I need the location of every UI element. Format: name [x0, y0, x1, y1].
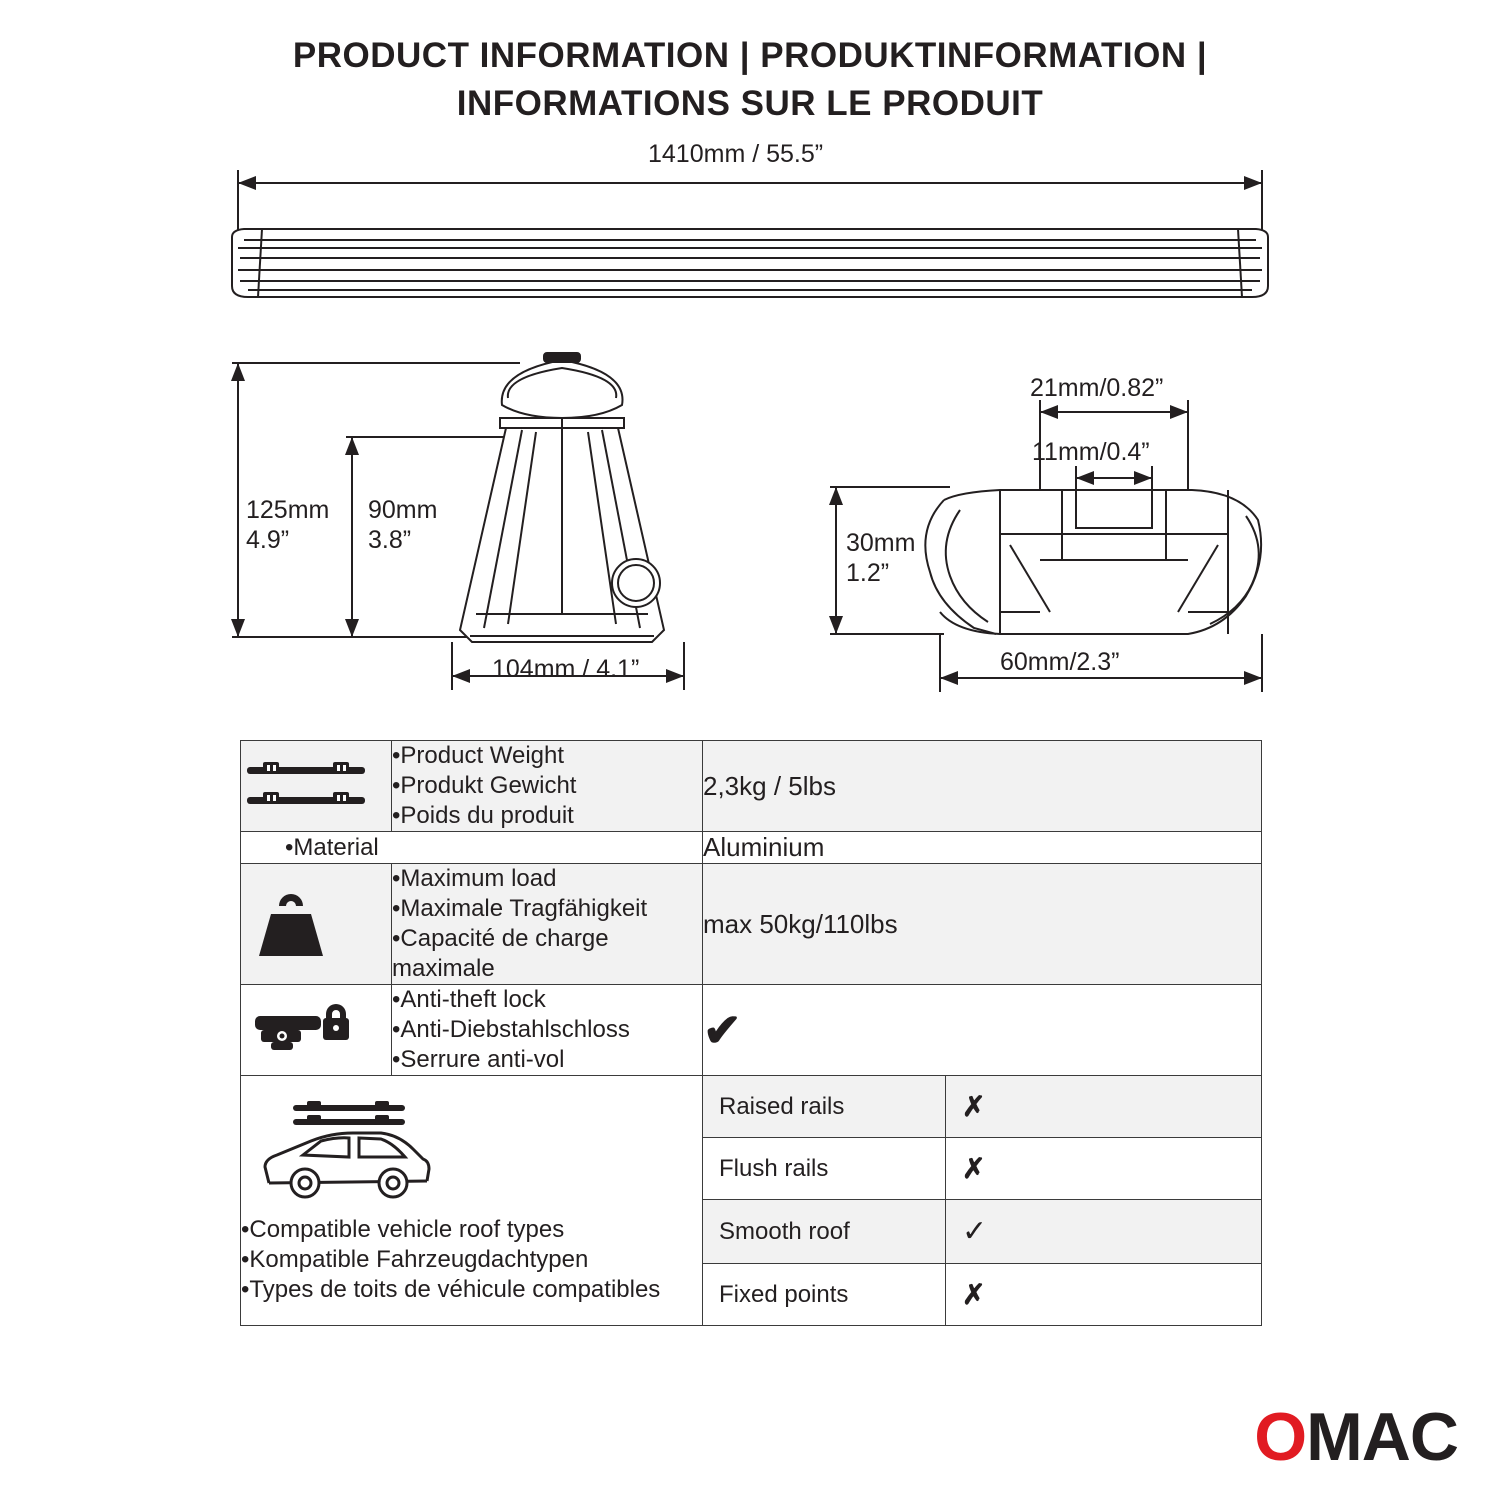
roof-type-support: ✗ [946, 1076, 1262, 1138]
roof-type-support: ✗ [946, 1264, 1262, 1326]
dim-bar-length: 1410mm / 55.5” [648, 140, 824, 168]
roof-types-table [703, 1076, 1261, 1325]
dim-profile-height-mm: 30mm [846, 529, 916, 557]
compatible-roof-label-en: •Compatible vehicle roof types [241, 1215, 565, 1243]
dim-foot-height-total-in: 4.9” [246, 526, 290, 554]
compatible-roof-label-de: •Kompatible Fahrzeugdachtypen [241, 1245, 589, 1273]
anti-theft-label-en: •Anti-theft lock [392, 986, 546, 1013]
checkmark-icon: ✔ [703, 1004, 742, 1056]
roof-type-support: ✓ [946, 1200, 1262, 1264]
page-title [0, 0, 1500, 128]
roof-type-support: ✗ [946, 1138, 1262, 1200]
dim-profile-width: 60mm/2.3” [1000, 648, 1120, 676]
anti-theft-label-de: •Anti-Diebstahlschloss [392, 1016, 630, 1043]
specification-table [240, 740, 1262, 1326]
compatible-roof-cell [241, 1076, 703, 1326]
weight-label-fr: •Poids du produit [392, 802, 574, 829]
dim-foot-height-inner-mm: 90mm [368, 496, 438, 524]
max-load-label-en: •Maximum load [392, 865, 557, 892]
logo-o: O [1254, 1399, 1307, 1475]
table-row [241, 864, 1262, 985]
compatible-roof-labels [241, 1215, 702, 1305]
max-load-label-fr: •Capacité de charge maximale [392, 925, 609, 982]
weight-label [392, 741, 703, 832]
max-load-label [392, 864, 703, 985]
page-title-line-2: INFORMATIONS SUR LE PRODUIT [456, 84, 1044, 123]
max-load-label-de: •Maximale Tragfähigkeit [392, 895, 648, 922]
dim-profile-height-in: 1.2” [846, 559, 890, 587]
material-label-text: •Material [285, 833, 379, 861]
dim-foot-height-total [246, 495, 329, 555]
logo-mac: MAC [1306, 1399, 1458, 1475]
roof-type-name: Raised rails [703, 1076, 946, 1138]
table-row [241, 832, 1262, 864]
roof-types-subtable-cell [703, 1076, 1262, 1326]
roof-type-name: Flush rails [703, 1138, 946, 1200]
dim-profile-height [846, 528, 915, 588]
roof-type-row [703, 1264, 1261, 1326]
dim-foot-height-total-mm: 125mm [246, 496, 330, 524]
page-title-line-1: PRODUCT INFORMATION | PRODUKTINFORMATION | [292, 36, 1208, 75]
weight-label-en: •Product Weight [392, 742, 565, 769]
max-load-value: max 50kg/110lbs [703, 864, 1262, 985]
roof-type-name: Smooth roof [703, 1200, 946, 1264]
table-row [241, 1076, 1262, 1326]
roof-type-row [703, 1200, 1261, 1264]
weight-icon [241, 864, 392, 985]
omac-logo [1254, 1399, 1458, 1475]
table-row [241, 985, 1262, 1076]
weight-value: 2,3kg / 5lbs [703, 741, 1262, 832]
anti-theft-value [703, 985, 1262, 1076]
anti-theft-label [392, 985, 703, 1076]
anti-theft-label-fr: •Serrure anti-vol [392, 1046, 565, 1073]
crossbars-icon [241, 741, 392, 832]
table-row [241, 741, 1262, 832]
weight-label-de: •Produkt Gewicht [392, 772, 577, 799]
lock-icon [241, 985, 392, 1076]
material-label [241, 832, 703, 864]
roof-type-row [703, 1076, 1261, 1138]
car-with-rack-icon [241, 1097, 702, 1215]
dim-foot-height-inner-in: 3.8” [368, 526, 412, 554]
dim-profile-slot-inner: 11mm/0.4” [1032, 438, 1150, 466]
dim-foot-width: 104mm / 4.1” [492, 655, 640, 683]
roof-type-name: Fixed points [703, 1264, 946, 1326]
dim-profile-slot-outer: 21mm/0.82” [1030, 374, 1164, 402]
compatible-roof-label-fr: •Types de toits de véhicule compatibles [241, 1275, 661, 1303]
material-value: Aluminium [703, 832, 1262, 864]
roof-type-row [703, 1138, 1261, 1200]
dim-foot-height-inner [368, 495, 437, 555]
